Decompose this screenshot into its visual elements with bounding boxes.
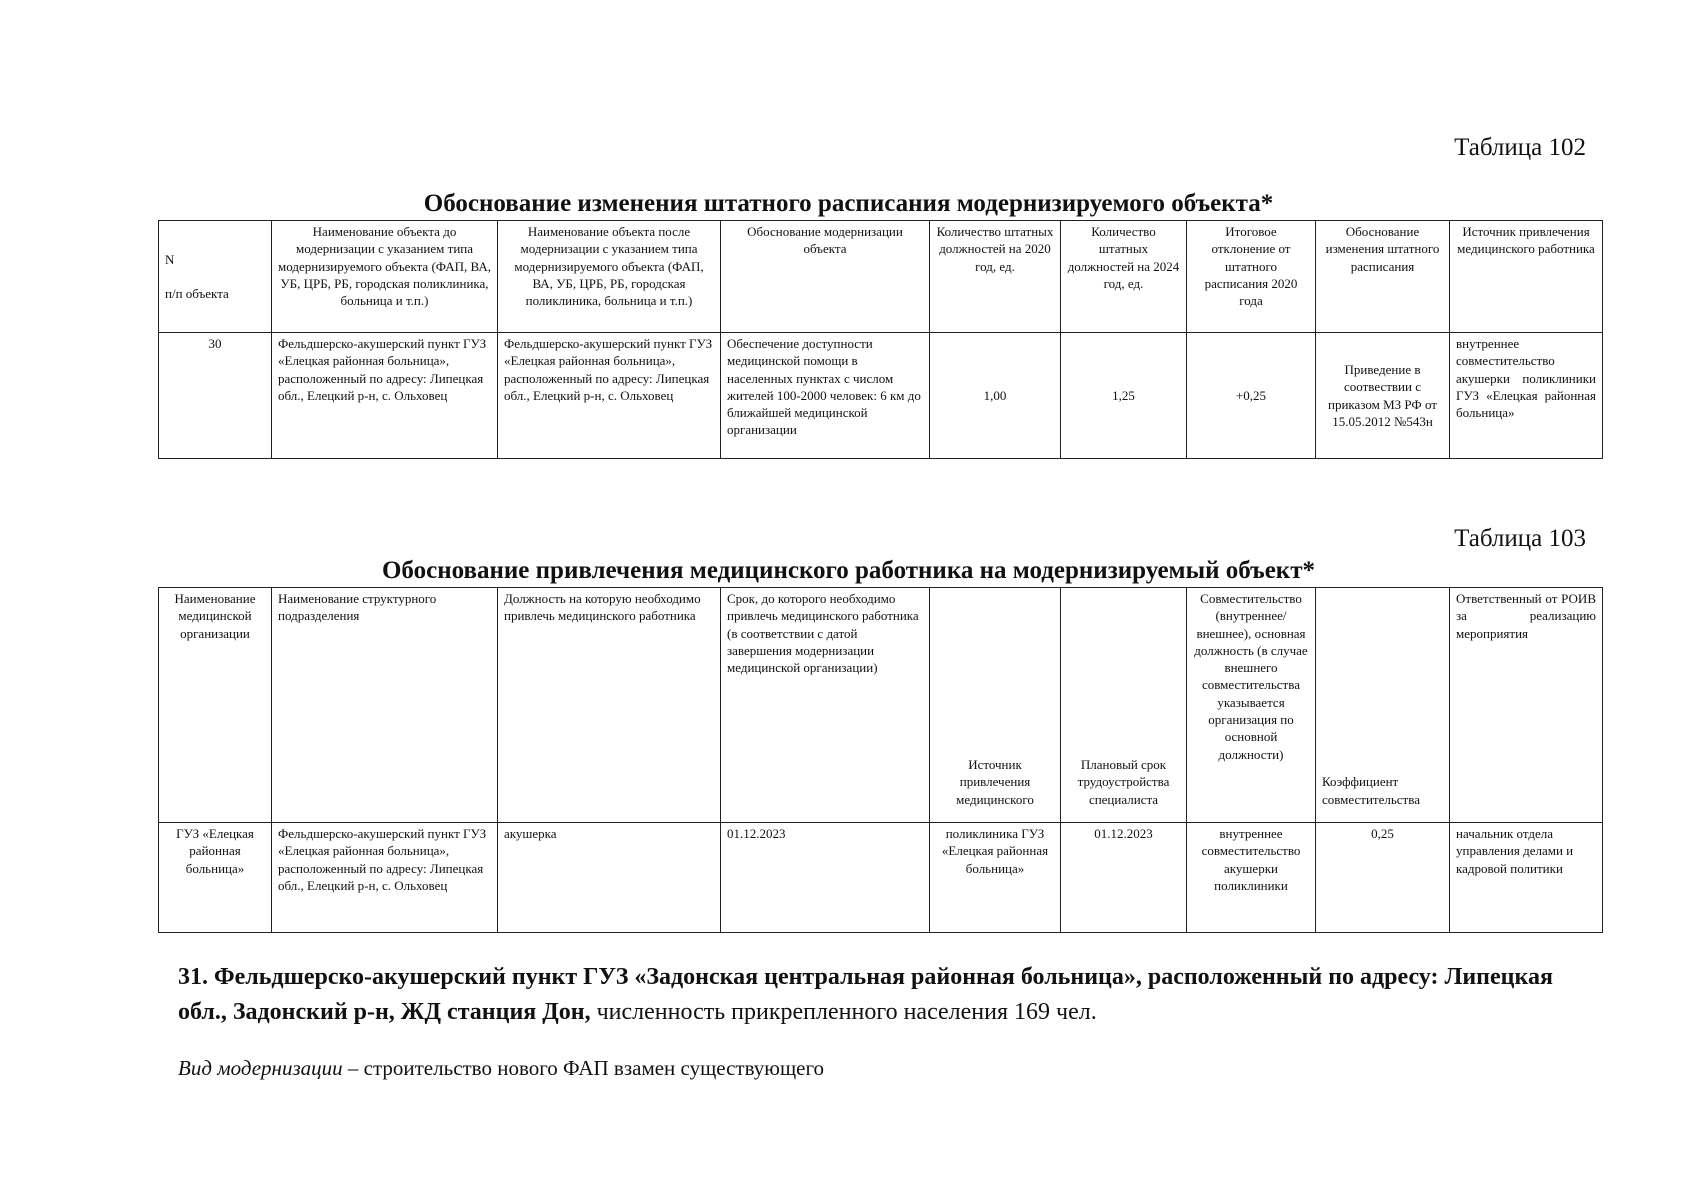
table-cell: 1,25 [1061, 333, 1187, 459]
header-cell: Наименование медицинской организации [159, 588, 272, 823]
table-cell: внутреннее совместительство акушерки поликлиники ГУЗ «Елецкая районная больница» [1450, 333, 1603, 459]
table-cell: Приведение в соотвествии с приказом МЗ РФ от 15.05.2012 №543н [1316, 333, 1450, 459]
table-cell: Фельдшерско-акушерский пункт ГУЗ «Елецкая районная больница», расположенный по адресу: Липецкая обл., Елецкий р-н, с. Ольховец [498, 333, 721, 459]
header-cell: Источник привлечения медицинского [930, 588, 1061, 823]
table-cell: Обеспечение доступности медицинской помощи в населенных пунктах с числом жителей 100-2000 человек: 6 км до ближайшей медицинской организации [721, 333, 930, 459]
header-cell: Наименование структурного подразделения [272, 588, 498, 823]
table-cell: 01.12.2023 [721, 823, 930, 933]
table-102-title: Обоснование изменения штатного расписания модернизируемого объекта* [423, 190, 1274, 217]
header-cell: Срок, до которого необходимо привлечь медицинского работника (в соответствии с датой завершения модернизации медицинской организации) [721, 588, 930, 823]
table-cell: акушерка [498, 823, 721, 933]
table-cell: ГУЗ «Елецкая районная больница» [159, 823, 272, 933]
table-cell: 01.12.2023 [1061, 823, 1187, 933]
header-cell: Итоговое отклонение от штатного расписания 2020 года [1187, 221, 1316, 333]
table-cell: 1,00 [930, 333, 1061, 459]
header-cell: Совместительство (внутреннее/внешнее), основная должность (в случае внешнего совместительства указывается организация по основной должности) [1187, 588, 1316, 823]
header-cell: Должность на которую необходимо привлечь медицинского работника [498, 588, 721, 823]
table-cell: начальник отдела управления делами и кадровой политики [1450, 823, 1603, 933]
modernization-label: Вид модернизации [178, 1056, 343, 1080]
header-cell: Количество штатных должностей на 2020 год, ед. [930, 221, 1061, 333]
header-cell: Источник привлечения медицинского работника [1450, 221, 1603, 333]
header-cell: Коэффициент совместительства [1316, 588, 1450, 823]
table-cell: поликлиника ГУЗ «Елецкая районная больница» [930, 823, 1061, 933]
modernization-value: строительство нового ФАП взамен существующего [363, 1056, 825, 1080]
table-103-title: Обоснование привлечения медицинского работника на модернизируемый объект* [381, 557, 1315, 584]
table-cell: Фельдшерско-акушерский пункт ГУЗ «Елецкая районная больница», расположенный по адресу: Липецкая обл., Елецкий р-н, с. Ольховец [272, 333, 498, 459]
population-note: численность прикрепленного населения 169 чел. [596, 998, 1097, 1025]
table-row [159, 823, 1603, 933]
header-cell: Плановый срок трудоустройства специалиста [1061, 588, 1187, 823]
header-cell: Наименование объекта после модернизации с указанием типа модернизируемого объекта (ФАП, ВА, УБ, ЦРБ, РБ, городская поликлиника, больница и т.п.) [498, 221, 721, 333]
modernization-separator: – [342, 1056, 364, 1080]
table-row [159, 333, 1603, 459]
header-cell: N п/п объекта [159, 221, 272, 333]
header-cell: Количество штатных должностей на 2024 год, ед. [1061, 221, 1187, 333]
table-cell: +0,25 [1187, 333, 1316, 459]
table-cell: Фельдшерско-акушерский пункт ГУЗ «Елецкая районная больница», расположенный по адресу: Липецкая обл., Елецкий р-н, с. Ольховец [272, 823, 498, 933]
header-cell: Обоснование модернизации объекта [721, 221, 930, 333]
section-31-heading [178, 960, 1598, 1030]
table-header-row [159, 221, 1603, 333]
header-cell: Ответственный от РОИВ за реализацию мероприятия [1450, 588, 1603, 823]
table-header-row [159, 588, 1603, 823]
table-cell: 30 [159, 333, 272, 459]
modernization-type [178, 1056, 824, 1081]
table-102-label: Таблица 102 [1454, 134, 1586, 161]
header-cell: Обоснование изменения штатного расписания [1316, 221, 1450, 333]
staff-attraction-table [158, 587, 1603, 933]
staffing-table [158, 220, 1603, 459]
section-title: 31. Фельдшерско-акушерский пункт ГУЗ «Задонская центральная районная больница», расположенный по адресу: Липецкая обл., Задонский р-н, ЖД станция Дон, [178, 964, 1553, 1025]
table-103-label: Таблица 103 [1454, 525, 1586, 552]
table-cell: 0,25 [1316, 823, 1450, 933]
table-cell: внутреннее совместительство акушерки поликлиники [1187, 823, 1316, 933]
header-cell: Наименование объекта до модернизации с указанием типа модернизируемого объекта (ФАП, ВА, УБ, ЦРБ, РБ, городская поликлиника, больница и т.п.) [272, 221, 498, 333]
